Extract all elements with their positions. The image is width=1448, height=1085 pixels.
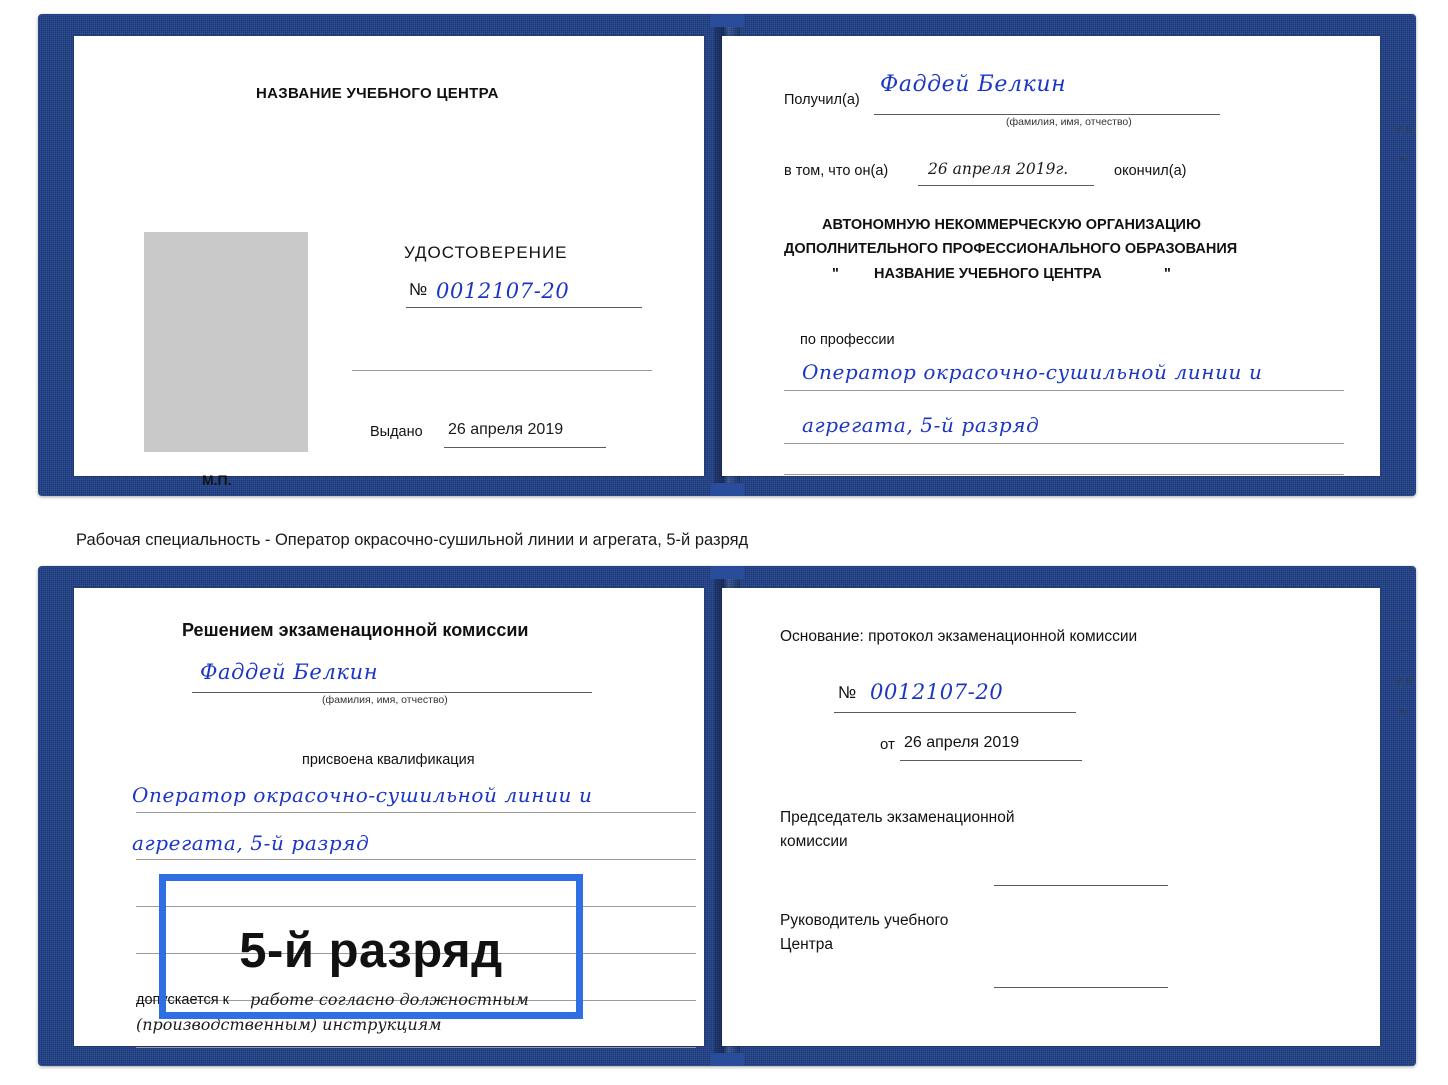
head-signature-line	[994, 987, 1168, 988]
decision-name-underline	[192, 692, 592, 693]
organization-line-1: АВТОНОМНУЮ НЕКОММЕРЧЕСКУЮ ОРГАНИЗАЦИЮ	[822, 217, 1201, 233]
document-title: УДОСТОВЕРЕНИЕ	[404, 243, 568, 262]
finished-label: окончил(а)	[1114, 163, 1187, 179]
qualification-value-line-1: Оператор окрасочно-сушильной линии и	[132, 783, 593, 807]
center-name-heading: НАЗВАНИЕ УЧЕБНОГО ЦЕНТРА	[256, 85, 499, 102]
organization-quote-open: "	[832, 266, 839, 282]
stamp-label: М.П.	[202, 472, 232, 488]
spine-notch-bottom-bottom	[710, 1053, 744, 1066]
protocol-number-symbol: №	[838, 683, 857, 702]
that-he-label: в том, что он(а)	[784, 163, 889, 179]
from-label: от	[880, 736, 895, 753]
protocol-number-value: 0012107-20	[870, 680, 1004, 704]
certificate-top-right-page	[722, 36, 1380, 476]
chairman-signature-line	[994, 885, 1168, 886]
photo-placeholder	[144, 232, 308, 452]
chairman-label-line-1: Председатель экзаменационной	[780, 809, 1015, 826]
profession-rule-1	[784, 390, 1344, 391]
allowed-value-line-2: (производственным) инструкциям	[136, 1015, 442, 1034]
finish-date-underline	[918, 185, 1094, 186]
certificate-top-left-page	[74, 36, 704, 488]
received-name-value: Фаддей Белкин	[880, 72, 1067, 97]
caption-text: Рабочая специальность - Оператор окрасочно-сушильной линии и агрегата, 5-й разряд	[76, 531, 749, 549]
certificate-booklet-top	[38, 14, 1416, 496]
spine-notch-top-bottom	[710, 566, 744, 579]
head-label-line-2: Центра	[780, 936, 833, 953]
received-underline	[874, 114, 1220, 115]
fio-hint: (фамилия, имя, отчество)	[1006, 116, 1132, 128]
certificate-number-value: 0012107-20	[436, 279, 570, 303]
profession-label: по профессии	[800, 332, 895, 348]
from-date-underline	[900, 760, 1082, 761]
fio-hint-bottom: (фамилия, имя, отчество)	[322, 694, 448, 706]
qualification-label: присвоена квалификация	[302, 752, 475, 768]
top-booklet-edge-marks: — — и а к-	[1396, 63, 1412, 165]
head-label-line-1: Руководитель учебного	[780, 912, 949, 929]
from-date-value: 26 апреля 2019	[904, 734, 1020, 751]
certificate-bottom-right-page	[722, 588, 1380, 1046]
issued-label: Выдано	[370, 424, 423, 440]
received-label: Получил(а)	[784, 92, 860, 108]
profession-value-line-1: Оператор окрасочно-сушильной линии и	[802, 360, 1263, 384]
organization-quote-close: "	[1164, 266, 1171, 282]
spine-notch-bottom	[710, 483, 744, 496]
issued-underline	[444, 447, 606, 448]
chairman-label-line-2: комиссии	[780, 833, 848, 850]
protocol-number-underline	[834, 712, 1076, 713]
allowed-value-line-1: работе согласно должностным	[250, 990, 529, 1009]
organization-line-3: НАЗВАНИЕ УЧЕБНОГО ЦЕНТРА	[874, 266, 1102, 282]
organization-line-2: ДОПОЛНИТЕЛЬНОГО ПРОФЕССИОНАЛЬНОГО ОБРАЗОВАНИЯ	[784, 241, 1238, 257]
number-symbol: №	[409, 280, 428, 299]
decision-name-value: Фаддей Белкин	[200, 660, 379, 684]
profession-rule-2	[784, 443, 1344, 444]
allowed-label: допускается к	[136, 992, 229, 1008]
spine-notch-top	[710, 14, 744, 27]
blank-line-1	[352, 370, 652, 371]
number-underline	[406, 307, 642, 308]
rank-highlight-label: 5-й разряд	[239, 924, 503, 978]
finish-date-value: 26 апреля 2019г.	[928, 160, 1069, 178]
basis-label: Основание: протокол экзаменационной комиссии	[780, 628, 1138, 645]
bottom-booklet-edge-marks: — — и а к-	[1396, 615, 1412, 717]
profession-rule-3	[784, 474, 1344, 475]
qualification-value-line-2: агрегата, 5-й разряд	[132, 831, 370, 855]
issued-date-value: 26 апреля 2019	[448, 421, 564, 438]
profession-value-line-2: агрегата, 5-й разряд	[802, 413, 1040, 437]
decision-title: Решением экзаменационной комиссии	[182, 620, 529, 640]
rank-highlight-box	[159, 874, 583, 1019]
